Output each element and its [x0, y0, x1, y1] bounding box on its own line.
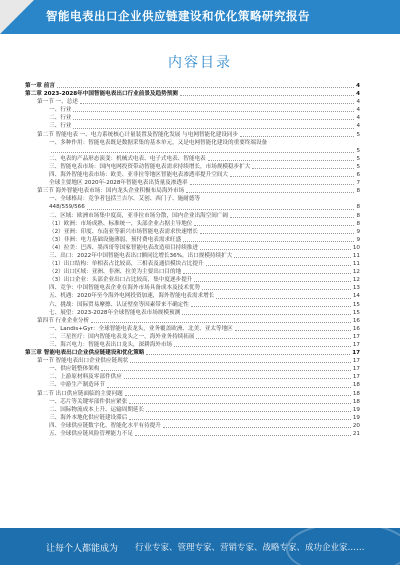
toc-leader-dots	[230, 176, 354, 177]
toc-leader-dots	[87, 209, 355, 210]
toc-entry[interactable]	[25, 373, 360, 381]
toc-entry[interactable]	[25, 284, 360, 292]
toc-entry[interactable]	[25, 349, 360, 357]
toc-entry-label: （2）出口区域：亚洲、非洲、拉美为主要出口目的地	[49, 269, 182, 276]
toc-entry-page: 17	[352, 358, 360, 365]
toc-entry-page: 21	[352, 431, 360, 438]
toc-entry[interactable]	[25, 106, 360, 114]
toc-entry[interactable]	[25, 276, 360, 284]
toc-entry-page: 10	[352, 244, 360, 251]
toc-entry[interactable]	[25, 155, 360, 163]
toc-leader-dots	[235, 330, 351, 331]
toc-entry[interactable]	[25, 333, 360, 341]
toc-entry-label: （2）亚洲：印度、东南亚等新兴市场智能电表需求快速增长	[49, 228, 198, 235]
toc-leader-dots	[180, 95, 354, 96]
toc-entry-label: 五、全球供应链风险管理能力不足	[49, 431, 133, 438]
toc-entry-label: 一、多种作用：智能电表既是数据采集的基本单元，又是电网智能化建设的重要终端设备	[49, 139, 268, 146]
toc-entry-label: 一、Landis+Gyr：全球智能电表龙头，业务覆盖欧洲、北美、亚太等地区	[49, 325, 233, 332]
toc-entry[interactable]	[25, 131, 360, 139]
toc-entry[interactable]	[25, 365, 360, 373]
toc-leader-dots	[230, 217, 354, 218]
toc-leader-dots	[135, 435, 351, 436]
toc-leader-dots	[163, 427, 351, 428]
toc-leader-dots	[194, 281, 350, 282]
toc-entry-page: 9	[356, 228, 360, 235]
toc-entry-label: 三、海兴电力：智能电表出口龙头，深耕海外市场	[49, 342, 173, 348]
toc-leader-dots	[174, 346, 351, 347]
toc-entry[interactable]	[25, 317, 360, 325]
toc-leader-dots	[91, 322, 351, 323]
toc-leader-dots	[125, 395, 351, 396]
toc-entry-page: 18	[352, 398, 360, 405]
toc-entry-label: 七、展望：2023-2028年全球智能电表市场规模预测	[49, 309, 181, 316]
toc-entry-page: 4	[356, 91, 360, 98]
toc-entry-page: 5	[356, 147, 360, 154]
toc-entry-label: 第一节 智能电表出口企业供应链现状	[37, 358, 129, 365]
toc-entry-label: 二、上游原材料及零部件供应	[49, 374, 122, 381]
toc-entry-label: （3）出口企业：头部企业出口占比较高，集中度逐步提升	[49, 277, 193, 284]
toc-entry[interactable]	[25, 414, 360, 422]
toc-entry[interactable]	[25, 309, 360, 317]
toc-leader-dots	[124, 378, 351, 379]
toc-entry[interactable]	[25, 203, 360, 211]
toc-entry[interactable]	[25, 390, 360, 398]
toc-entry-page: 4	[356, 99, 360, 106]
toc-entry-page: 8	[356, 188, 360, 195]
toc-entry-label: 第二节 出口供应链面临的主要问题	[37, 390, 123, 397]
toc-entry-label: 一、供应链整体架构	[49, 366, 100, 373]
toc-entry[interactable]	[25, 244, 360, 252]
toc-entry[interactable]	[25, 114, 360, 122]
toc-leader-dots	[182, 314, 351, 315]
toc-entry-label: 第二节 智能电表 一、电力系统核心计量装置及智能化发展 与电网智能化建设同步	[37, 131, 239, 138]
toc-leader-dots	[51, 152, 354, 153]
toc-leader-dots	[80, 103, 355, 104]
toc-entry-page: 19	[352, 414, 360, 421]
toc-leader-dots	[200, 249, 351, 250]
toc-entry[interactable]	[25, 212, 360, 220]
toc-entry[interactable]	[25, 228, 360, 236]
toc-leader-dots	[191, 306, 351, 307]
toc-entry-page: 13	[352, 285, 360, 292]
toc-leader-dots	[146, 411, 351, 412]
toc-leader-dots	[194, 225, 354, 226]
header-corner-decoration	[0, 0, 34, 34]
toc-leader-dots	[252, 168, 354, 169]
toc-leader-dots	[196, 338, 350, 339]
toc-leader-dots	[186, 192, 354, 193]
toc-entry-page: 6	[356, 172, 360, 179]
toc-entry-page: 17	[352, 350, 360, 357]
toc-entry-label: 六、挑战：国际贸易摩擦、认证壁垒等因素带来不确定性	[49, 301, 189, 308]
toc-entry-page: 14	[352, 293, 360, 300]
toc-entry-page: 16	[352, 325, 360, 332]
toc-leader-dots	[183, 241, 354, 242]
toc-entry-label: 四、竞争：中国智能电表企业在海外市场具备成本及技术优势	[49, 285, 201, 292]
toc-leader-dots	[101, 370, 351, 371]
toc-entry[interactable]	[25, 171, 360, 179]
toc-entry-label: 三、海外本地化供应链建设滞后	[49, 414, 128, 421]
toc-entry-label: 三、行业	[49, 123, 72, 130]
toc-leader-dots	[190, 184, 355, 185]
toc-entry-label: 三、智能电表市场：国内电网投资带动智能电表需求持续增长，市场规模稳步扩大	[49, 163, 251, 170]
toc-entry[interactable]	[25, 163, 360, 171]
toc-entry-page: 16	[352, 317, 360, 324]
toc-entry-page: 8	[356, 212, 360, 219]
toc-leader-dots	[202, 289, 351, 290]
toc-entry[interactable]	[25, 341, 360, 349]
toc-entry-page: 11	[352, 252, 360, 259]
toc-entry[interactable]	[25, 430, 360, 438]
toc-entry-label: 一、全球格局：竞争者包括兰吉尔、艾创、西门子、施耐德等	[49, 196, 201, 203]
toc-entry-label: 第一节 一、总述	[37, 99, 78, 106]
toc-entry-page: 4	[356, 123, 360, 130]
toc-entry[interactable]	[25, 325, 360, 333]
toc-entry-label: 三、出口：2022年中国智能电表出口额同比增长36%，出口规模持续扩大	[49, 252, 233, 259]
toc-entry-label: （3）非洲：电力基础设施薄弱，预付费电表需求旺盛	[49, 236, 182, 243]
toc-leader-dots	[183, 273, 351, 274]
toc-entry[interactable]	[25, 301, 360, 309]
toc-leader-dots	[206, 265, 351, 266]
toc-entry-page: 5	[356, 131, 360, 138]
toc-entry-page: 8	[356, 220, 360, 227]
toc-entry-page: 17	[352, 366, 360, 373]
toc-entry-label: 二、国际物流成本上升、运输周期延长	[49, 406, 145, 413]
toc-entry[interactable]	[25, 422, 360, 430]
toc-entry[interactable]	[25, 357, 360, 365]
toc-entry-page: 15	[352, 309, 360, 316]
report-header-banner	[0, 0, 400, 34]
toc-entry[interactable]	[25, 268, 360, 276]
toc-entry[interactable]	[25, 187, 360, 195]
toc-entry-label: 五、机遇：2020年至今海外电网投资加速，海外智能电表需求增长	[49, 293, 215, 300]
toc-entry-page: 12	[352, 269, 360, 276]
toc-entry[interactable]	[25, 398, 360, 406]
toc-entry[interactable]	[25, 98, 360, 106]
toc-entry[interactable]	[25, 252, 360, 260]
footer-slogan-text: 行业专家、管理专家、营销专家、战略专家、成功企业家……	[135, 543, 365, 553]
toc-entry[interactable]	[25, 147, 360, 155]
toc-entry-page: 20	[352, 422, 360, 429]
toc-entry-label: 全球主要地区 2020年-2028年智能电表出货量及渗透率	[49, 180, 188, 187]
toc-entry-page: 15	[352, 301, 360, 308]
toc-entry-label: 448/559/566	[49, 204, 85, 211]
toc-entry-page: 18	[352, 382, 360, 389]
toc-leader-dots	[129, 403, 351, 404]
toc-entry-page: 4	[356, 83, 360, 89]
toc-entry[interactable]	[25, 139, 360, 147]
toc-entry[interactable]	[25, 122, 360, 130]
toc-leader-dots	[57, 87, 354, 88]
toc-leader-dots	[107, 387, 351, 388]
toc-entry-page: 7	[356, 180, 360, 187]
toc-entry-page: 17	[352, 374, 360, 381]
toc-entry-label: 二、三星医疗：国内智能电表龙头之一，海外业务持续拓展	[49, 333, 195, 340]
toc-entry[interactable]	[25, 406, 360, 414]
toc-entry-page: 5	[356, 163, 360, 170]
report-title: 智能电表出口企业供应链建设和优化策略研究报告	[46, 9, 310, 23]
toc-entry-label: 三、中游生产制造环节	[49, 382, 105, 389]
toc-entry-page: 4	[356, 107, 360, 114]
table-of-contents	[25, 82, 360, 438]
toc-leader-dots	[216, 298, 351, 299]
toc-leader-dots	[129, 419, 351, 420]
toc-entry-label: 一、芯片等关键零部件供应紧张	[49, 398, 128, 405]
toc-entry-label: 第四节 行业企业分析	[37, 317, 90, 324]
toc-entry-label: 第二章 2023-2028年中国智能电表出口行业前景及趋势预测	[25, 91, 178, 98]
toc-leader-dots	[208, 160, 355, 161]
footer-banner	[0, 528, 400, 565]
toc-entry[interactable]	[25, 220, 360, 228]
toc-entry-page: 17	[352, 342, 360, 348]
toc-entry-page: 19	[352, 406, 360, 413]
toc-entry-page: 11	[352, 261, 360, 268]
toc-heading: 内容目录	[168, 55, 232, 71]
toc-entry-label: （1）欧洲：市场成熟、标准统一，头部企业占据主导地位	[49, 220, 193, 227]
toc-leader-dots	[200, 233, 354, 234]
toc-leader-dots	[240, 136, 354, 137]
toc-entry-label: （1）出口结构：单相表占比较高，三相表及通信模块占比提升	[49, 261, 204, 268]
toc-entry-page: 5	[356, 155, 360, 162]
toc-leader-dots	[130, 362, 351, 363]
toc-entry-page: 8	[356, 204, 360, 211]
toc-entry[interactable]	[25, 292, 360, 300]
toc-entry-label: 一、行业	[49, 107, 72, 114]
toc-entry[interactable]	[25, 195, 360, 203]
toc-entry-label: 第一章 前言	[25, 83, 55, 89]
toc-entry-label: 第三节 海外智能电表市场：国内龙头企业积极布局海外市场	[37, 188, 185, 195]
toc-entry-page: 18	[352, 390, 360, 397]
toc-leader-dots	[146, 354, 350, 355]
toc-entry-page: 12	[352, 277, 360, 284]
toc-entry-label: 四、全球供应链数字化、智能化水平有待提升	[49, 422, 161, 429]
toc-leader-dots	[73, 111, 354, 112]
toc-entry-label: 四、海外智能电表市场：欧美、亚非拉等地区智能电表渗透率提升空间大	[49, 172, 229, 179]
toc-entry-label: 二、行业	[49, 115, 72, 122]
toc-entry[interactable]	[25, 236, 360, 244]
toc-leader-dots	[73, 128, 354, 129]
toc-entry-label: 二、区域：欧洲市场集中度高，亚非拉市场分散，国内企业出海空间广阔	[49, 212, 229, 219]
toc-entry[interactable]	[25, 260, 360, 268]
toc-entry[interactable]	[25, 179, 360, 187]
toc-entry[interactable]	[25, 82, 360, 90]
toc-entry[interactable]	[25, 381, 360, 389]
toc-entry-page: 9	[356, 236, 360, 243]
toc-leader-dots	[73, 119, 354, 120]
toc-entry-page: 17	[352, 333, 360, 340]
toc-entry-label: 二、电表的产品形态演变：机械式电表、电子式电表、智能电表	[49, 155, 206, 162]
toc-entry-page: 4	[356, 115, 360, 122]
footer-brand-text: 让每个人都能成为	[46, 544, 119, 554]
toc-entry-label: （4）拉美：巴西、墨西哥等国家智能电表改造项目持续推进	[49, 244, 198, 251]
toc-entry-label: 第三章 智能电表出口企业供应链建设和优化策略	[25, 350, 145, 357]
toc-leader-dots	[234, 257, 351, 258]
toc-entry[interactable]	[25, 90, 360, 98]
